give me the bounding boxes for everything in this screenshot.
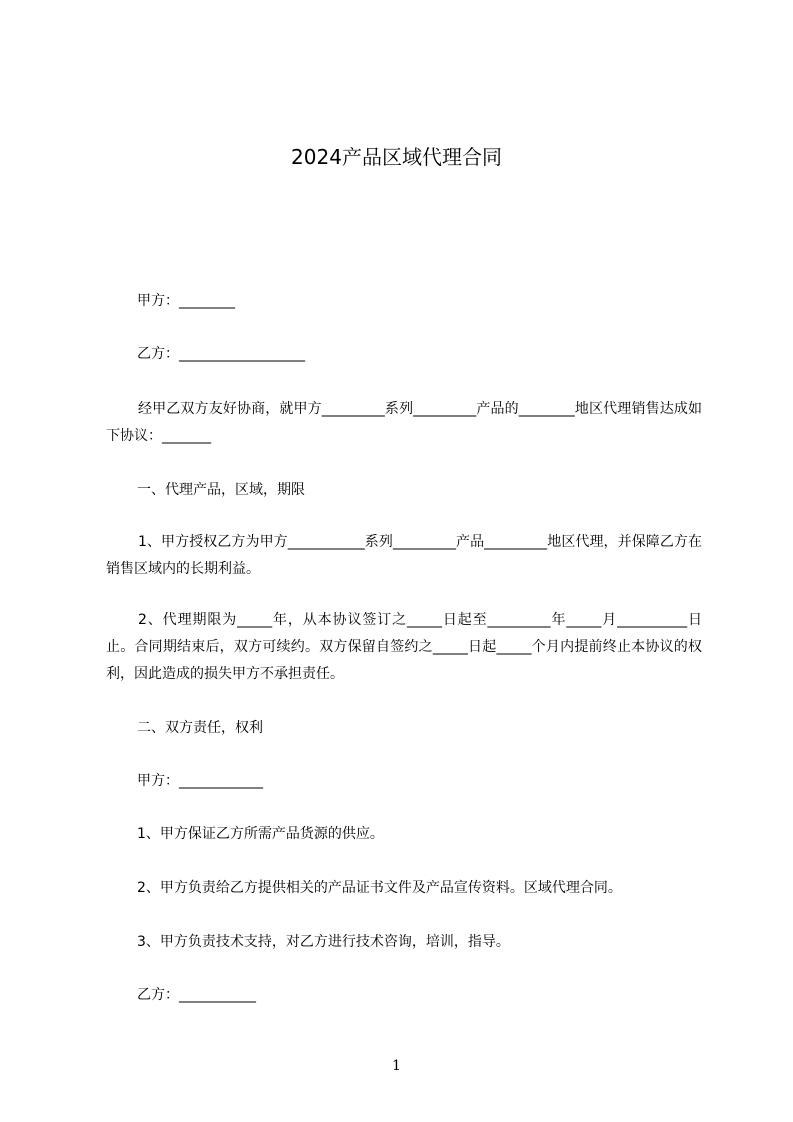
clause-1-2: 2、代理期限为_____年，从本协议签订之_____日起至_________年_____月__________日止。合同期结束后，双方可续约。双方保留自签约之_____日起_____个月内提前终止本协议的权利，因此造成的损失甲方不承担责任。 — [106, 612, 702, 682]
party-b-line: 乙方：__________________ — [137, 346, 305, 362]
party-a-line: 甲方：________ — [137, 293, 235, 309]
duty-a3: 3、甲方负责技术支持，对乙方进行技术咨询，培训，指导。 — [137, 934, 510, 950]
duty-a2: 2、甲方负责给乙方提供相关的产品证书文件及产品宣传资料。区域代理合同。 — [137, 880, 622, 896]
intro-paragraph: 经甲乙双方友好协商，就甲方_________系列_________产品的________地区代理销售达成如下协议：_______ — [106, 401, 702, 444]
party-a-duties-label: 甲方：____________ — [137, 773, 263, 789]
section-1-heading: 一、代理产品，区域，期限 — [137, 482, 305, 498]
page-number: 1 — [392, 1058, 401, 1074]
section-2-heading: 二、双方责任，权利 — [137, 720, 263, 736]
clause-1-1: 1、甲方授权乙方为甲方___________系列_________产品_________地区代理，并保障乙方在销售区域内的长期利益。 — [106, 534, 702, 577]
duty-a1: 1、甲方保证乙方所需产品货源的供应。 — [137, 826, 384, 842]
party-b-duties-label: 乙方：___________ — [137, 987, 256, 1003]
document-title: 2024产品区域代理合同 — [291, 145, 502, 169]
